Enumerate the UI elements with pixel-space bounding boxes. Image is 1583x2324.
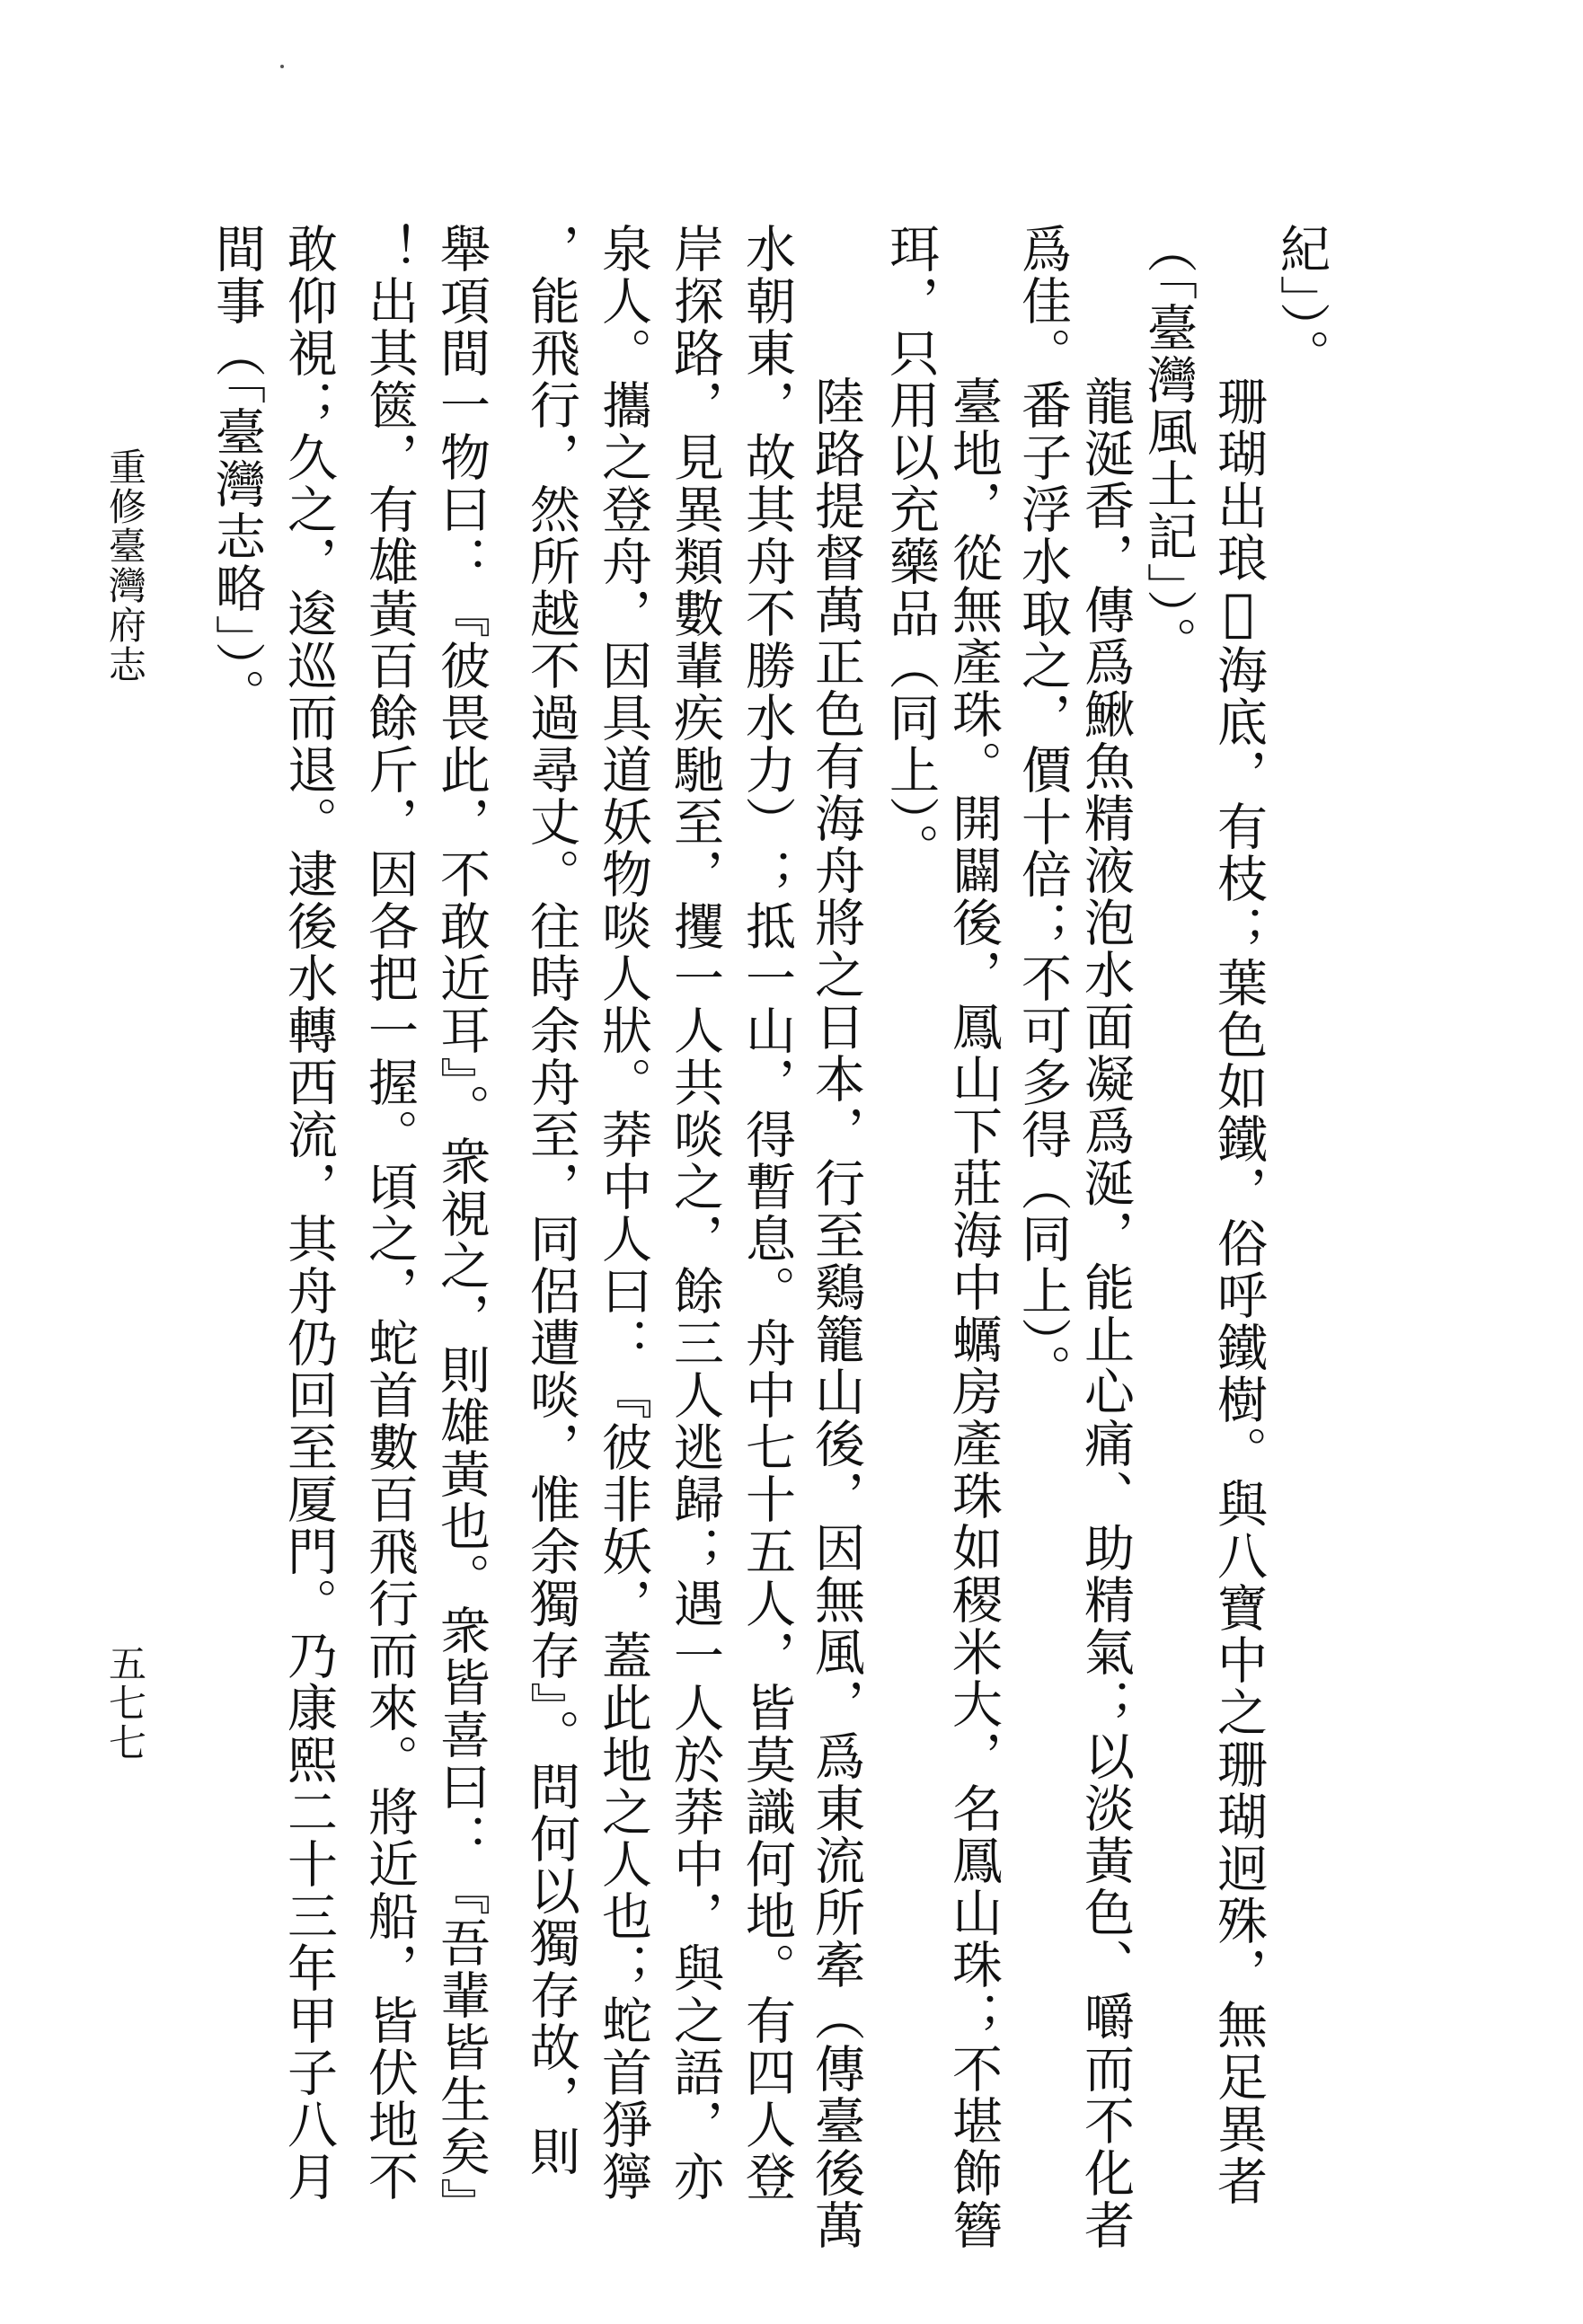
text-column-16: 間事（「臺灣志略」）。 xyxy=(208,223,266,720)
text-column-15: 敢仰視；久之，逡巡而退。逮後水轉西流，其舟仍回至厦門。乃康熙二十三年甲子八月 xyxy=(279,223,338,2203)
text-column-9: 水朝東，故其舟不勝水力）；抵一山，得暫息。舟中七十五人，皆莫識何地。有四人登 xyxy=(738,223,796,2203)
text-column-8: 陸路提督萬正色有海舟將之日本，行至鷄籠山後，因無風，爲東流所牽（傳臺後萬 xyxy=(807,323,865,2251)
text-column-12: ，能飛行，然所越不過尋丈。往時余舟至，同侶遭啖，惟余獨存』。問何以獨存故，則 xyxy=(522,223,580,2178)
page-number: 五七七 xyxy=(103,1644,147,1763)
text-column-1: 紀」）。 xyxy=(1272,223,1331,381)
text-column-4: 龍涎香，傳爲鰍魚精液泡水面凝爲涎，能止心痛、助精氣；以淡黃色、嚼而不化者 xyxy=(1076,323,1135,2251)
text-column-2: 珊瑚出琅𤦆海底，有枝；葉色如鐵，俗呼鐵樹。與八寶中之珊瑚迥殊，無足異者 xyxy=(1209,323,1268,2207)
text-column-3: （「臺灣風土記」）。 xyxy=(1139,223,1198,668)
text-column-11: 泉人。攜之登舟，因具道妖物啖人狀。莽中人曰：『彼非妖，蓋此地之人也；蛇首猙獰 xyxy=(594,223,652,2203)
text-column-7: 珥，只用以充藥品（同上）。 xyxy=(881,223,940,875)
text-column-5: 爲佳。番子浮水取之，價十倍；不可多得（同上）。 xyxy=(1013,223,1072,1396)
text-column-13: 舉項間一物曰：『彼畏此，不敢近耳』。衆視之，則雄黃也。衆皆喜曰：『吾輩皆生矣』 xyxy=(432,223,491,2230)
text-column-14: ！出其篋，有雄黃百餘斤，因各把一握。頃之，蛇首數百飛行而來。將近船，皆伏地不 xyxy=(360,223,419,2203)
book-title: 重修臺灣府志 xyxy=(103,447,147,685)
scan-speck xyxy=(280,65,284,68)
text-column-10: 岸探路，見異類數輩疾馳至，攫一人共啖之，餘三人逃歸；遇一人於莽中，與之語，亦 xyxy=(666,223,724,2203)
text-column-6: 臺地，從無產珠。開闢後，鳳山下莊海中蠣房產珠如稷米大，名鳳山珠；不堪飾簪 xyxy=(944,323,1003,2251)
